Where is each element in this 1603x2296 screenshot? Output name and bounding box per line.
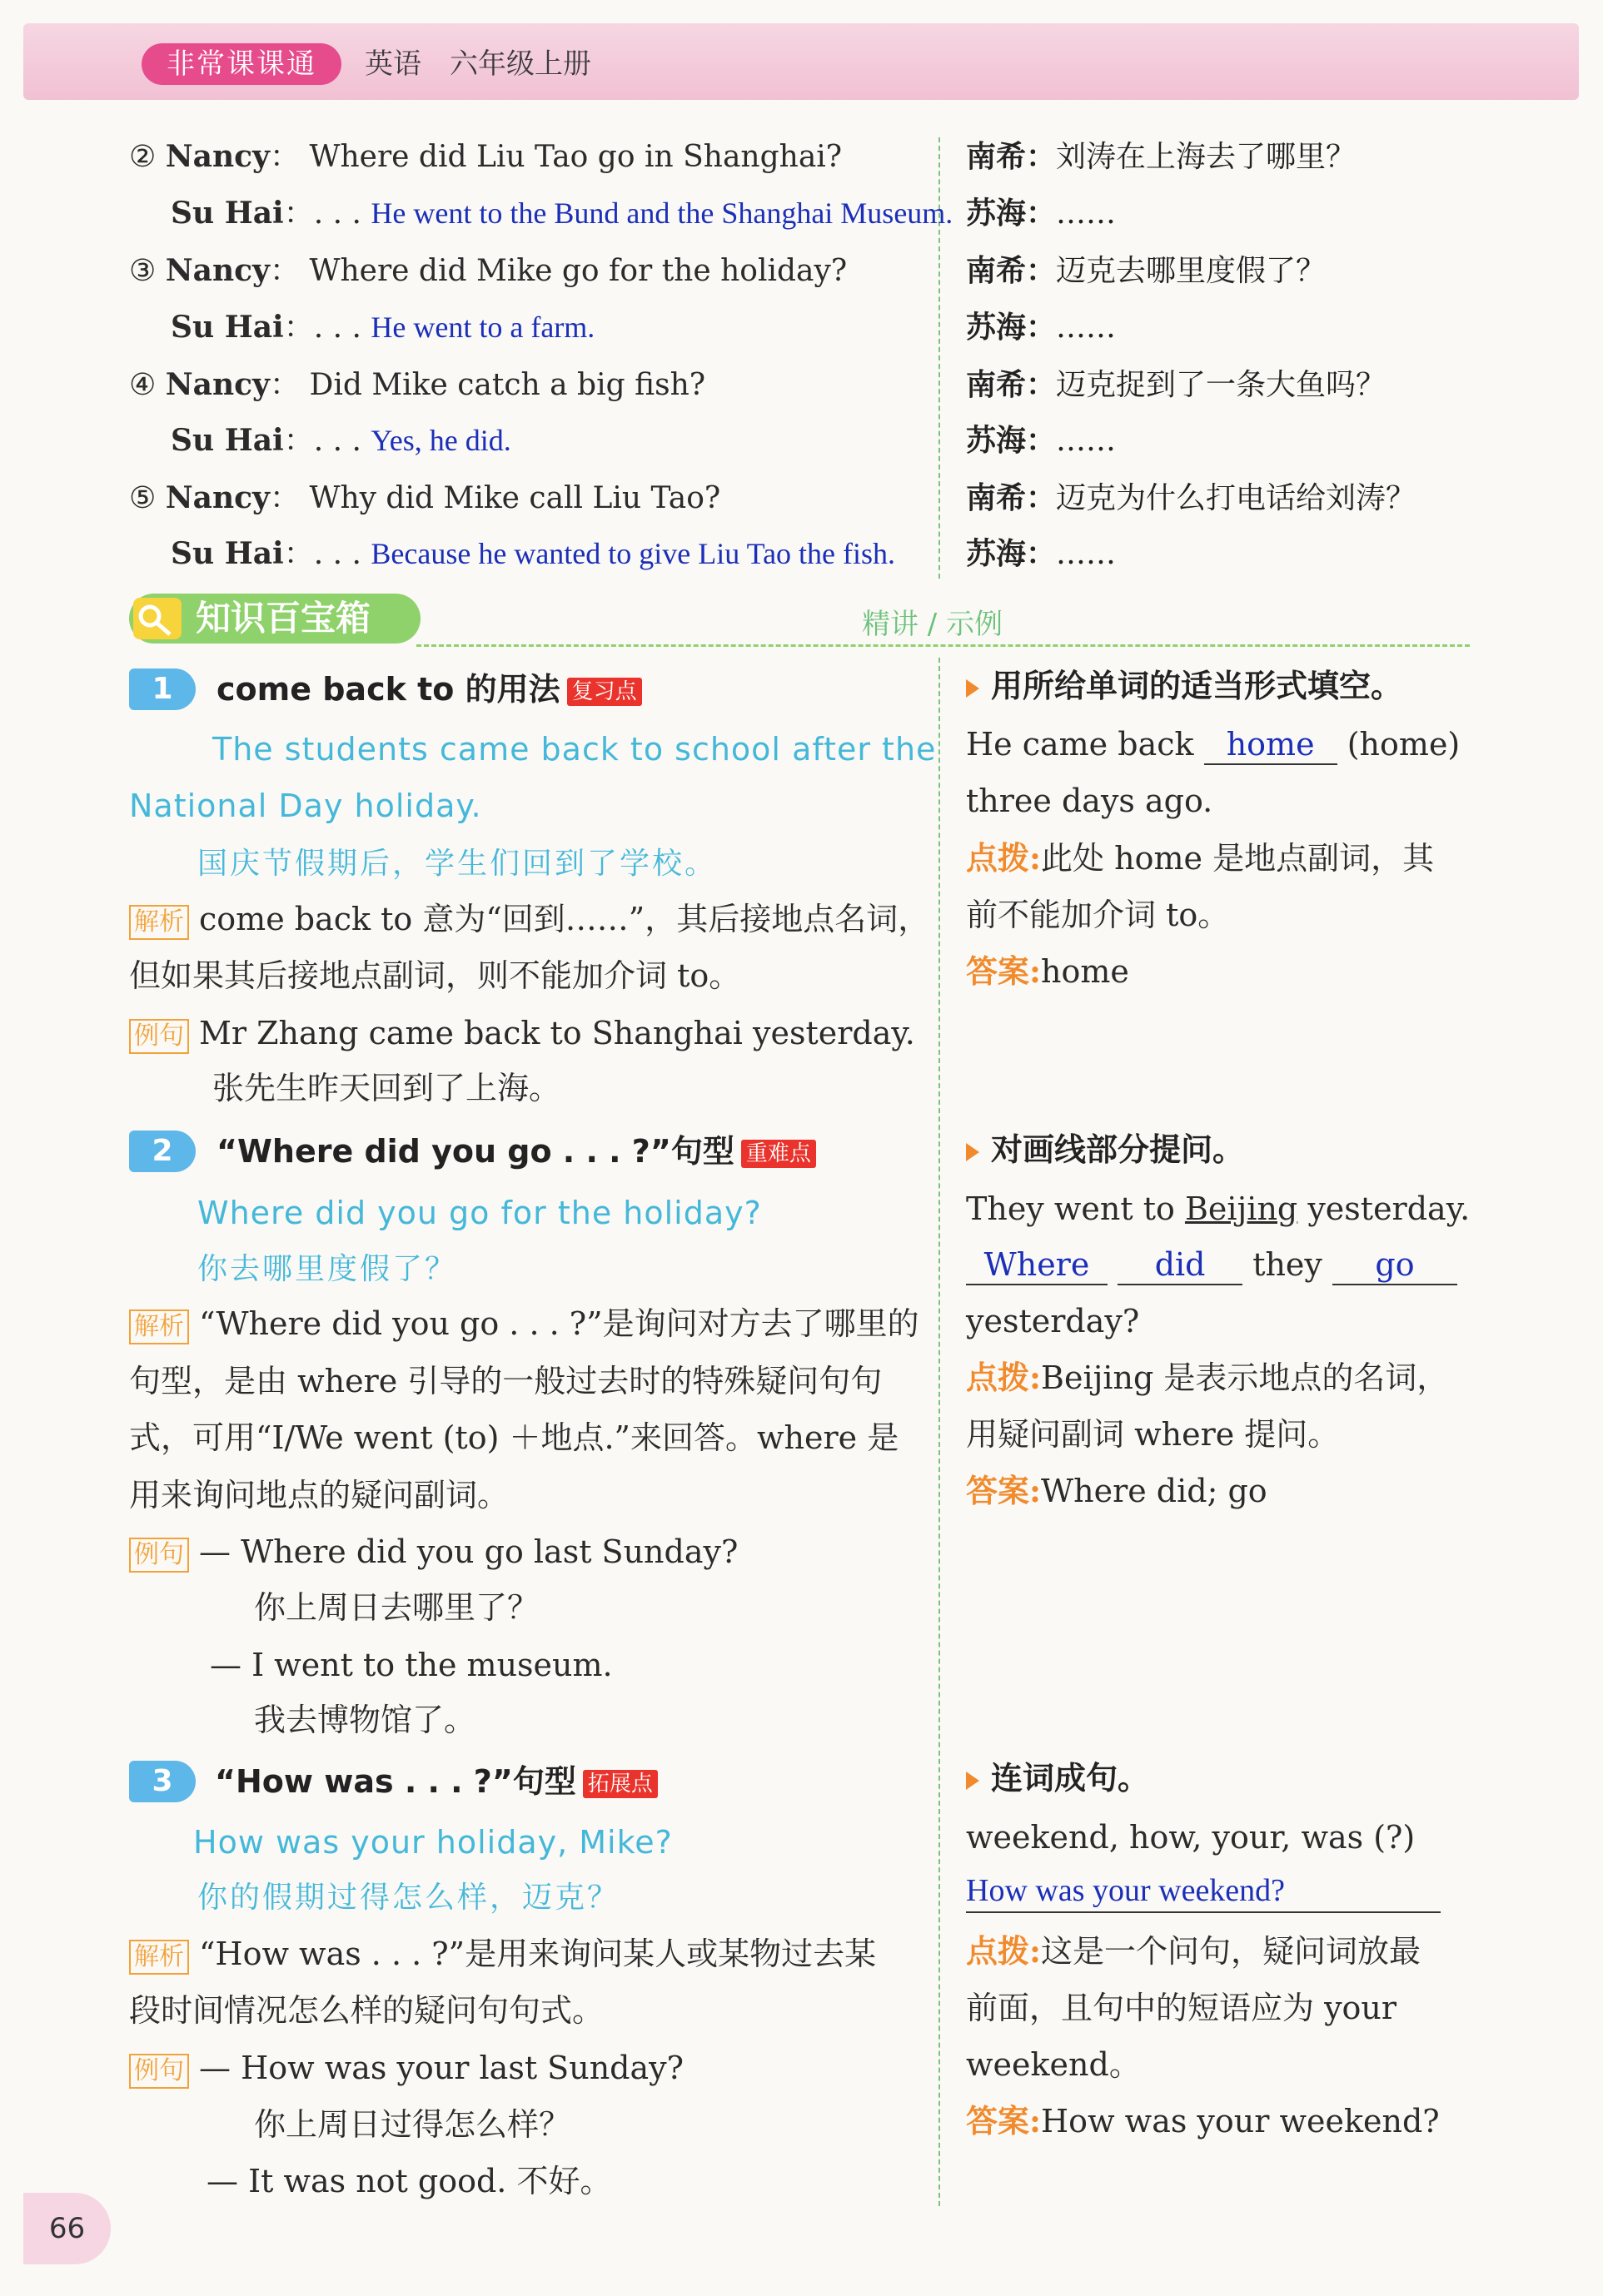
exercise-heading: 对画线部分提问。 xyxy=(966,1126,1244,1173)
key-icon xyxy=(133,598,182,639)
analysis: 解析 “How was . . . ?”是用来询问某人或某物过去某 xyxy=(129,1926,876,1982)
section-right-label: 精讲 / 示例 xyxy=(862,608,1003,641)
exercise-answer: 答案:How was your weekend? xyxy=(966,2102,1440,2139)
example-sentence: — I went to the museum. xyxy=(210,1647,613,1683)
analysis-label: 解析 xyxy=(129,1940,189,1975)
dialogue-cn-line: 苏海：…… xyxy=(966,196,1117,231)
point-title: “Where did you go . . . ?”句型 重难点 xyxy=(217,1130,816,1173)
hint-label: 点拨 xyxy=(966,839,1030,877)
exercise-question-cont: yesterday? xyxy=(966,1303,1140,1339)
example-cn: 你的假期过得怎么样，迈克？ xyxy=(197,1881,620,1915)
exercise-question: They went to Beijing yesterday. xyxy=(966,1190,1471,1227)
triangle-icon xyxy=(966,1772,979,1790)
dialogue-line: ⑤ Nancy： Why did Mike call Liu Tao? xyxy=(129,480,721,515)
answer-label: 答案 xyxy=(966,952,1030,990)
answer-blank: Where xyxy=(966,1245,1108,1285)
example-sentence-cn: 张先生昨天回到了上海。 xyxy=(212,1070,561,1106)
point-title: “How was . . . ?”句型 拓展点 xyxy=(215,1760,658,1803)
dialogue-line: ③ Nancy： Where did Mike go for the holiday? xyxy=(129,253,848,288)
section-title: 知识百宝箱 xyxy=(129,594,421,644)
exercise-answer-line: Where did they go xyxy=(966,1236,1457,1293)
dialogue-line: ② Nancy： Where did Liu Tao go in Shanghai? xyxy=(129,139,843,174)
exercise-hint-cont: 用疑问副词 where 提问。 xyxy=(966,1416,1340,1453)
example-label: 例句 xyxy=(129,1538,189,1573)
point-tag: 复习点 xyxy=(567,678,642,706)
dialogue-line: Su Hai：. . . Yes, he did. xyxy=(171,423,511,458)
exercise-answer: 答案:home xyxy=(966,952,1129,990)
answer-label: 答案 xyxy=(966,1472,1030,1509)
example-en: How was your holiday, Mike? xyxy=(193,1824,673,1861)
example-sentence-cn: 你上周日去哪里了？ xyxy=(254,1589,540,1626)
dialogue-cn-line: 苏海：…… xyxy=(966,310,1117,345)
exercise-hint: 点拨:此处 home 是地点副词，其 xyxy=(966,839,1435,877)
exercise-hint-cont: 前不能加介词 to。 xyxy=(966,897,1230,933)
page-number: 66 xyxy=(23,2193,111,2264)
exercise-question: He came back home (home) xyxy=(966,716,1460,773)
exercise-words: weekend, how, your, was (?) xyxy=(966,1819,1416,1856)
series-badge: 非常课课通 xyxy=(142,43,341,85)
example-en: National Day holiday. xyxy=(129,788,482,824)
example-label: 例句 xyxy=(129,1019,189,1054)
point-number: 2 xyxy=(129,1131,196,1172)
point-tag: 拓展点 xyxy=(583,1770,658,1798)
analysis: 解析 come back to 意为“回到……”，其后接地点名词， xyxy=(129,891,929,947)
example-en: Where did you go for the holiday? xyxy=(197,1195,762,1231)
example-sentence-cn: 你上周日过得怎么样？ xyxy=(254,2106,571,2143)
grade-label: 六年级上册 xyxy=(450,47,591,81)
analysis-cont: 式，可用“I/We went (to) ＋地点.”来回答。where 是 xyxy=(129,1419,899,1456)
example-sentence: 例句 — How was your last Sunday? xyxy=(129,2040,684,2096)
triangle-icon xyxy=(966,679,979,698)
point-title: come back to 的用法 复习点 xyxy=(217,668,642,711)
analysis: 解析 “Where did you go . . . ?”是询问对方去了哪里的 xyxy=(129,1295,919,1352)
point-number: 1 xyxy=(129,668,196,710)
exercise-question-cont: three days ago. xyxy=(966,783,1213,819)
example-en: The students came back to school after the xyxy=(212,731,937,768)
answer-blank: home xyxy=(1204,725,1337,765)
analysis-cont: 句型，是由 where 引导的一般过去时的特殊疑问句句 xyxy=(129,1363,883,1399)
example-sentence: 例句 Mr Zhang came back to Shanghai yesterday. xyxy=(129,1005,915,1061)
exercise-hint: 点拨:这是一个问句，疑问词放最 xyxy=(966,1932,1421,1970)
subject-label: 英语 xyxy=(365,47,421,81)
dialogue-cn-line: 南希：迈克去哪里度假了？ xyxy=(966,253,1327,288)
example-sentence: 例句 — Where did you go last Sunday? xyxy=(129,1523,738,1580)
dialogue-line: Su Hai：. . . He went to a farm. xyxy=(171,310,595,345)
answer-blank: did xyxy=(1118,1245,1242,1285)
answer-blank: go xyxy=(1332,1245,1457,1285)
analysis-cont: 用来询问地点的疑问副词。 xyxy=(129,1477,510,1513)
exercise-heading: 用所给单词的适当形式填空。 xyxy=(966,663,1402,709)
dialogue-line: ④ Nancy： Did Mike catch a big fish? xyxy=(129,367,706,402)
analysis-cont: 但如果其后接地点副词，则不能加介词 to。 xyxy=(129,957,741,994)
section-divider xyxy=(416,644,1470,647)
column-divider xyxy=(938,658,940,2206)
example-sentence: — It was not good. 不好。 xyxy=(207,2163,612,2199)
answer-label: 答案 xyxy=(966,2102,1030,2139)
point-number: 3 xyxy=(129,1761,196,1802)
example-sentence-cn: 我去博物馆了。 xyxy=(254,1702,476,1738)
triangle-icon xyxy=(966,1143,979,1161)
dialogue-cn-line: 南希：迈克为什么打电话给刘涛？ xyxy=(966,480,1416,515)
exercise-hint-cont: weekend。 xyxy=(966,2046,1141,2083)
dialogue-cn-line: 南希：刘涛在上海去了哪里？ xyxy=(966,139,1357,174)
dialogue-cn-line: 苏海：…… xyxy=(966,423,1117,458)
exercise-hint-cont: 前面，且句中的短语应为 your xyxy=(966,1990,1397,2026)
exercise-hint: 点拨:Beijing 是表示地点的名词， xyxy=(966,1359,1449,1396)
analysis-cont: 段时间情况怎么样的疑问句句式。 xyxy=(129,1992,605,2029)
hint-label: 点拨 xyxy=(966,1359,1030,1396)
point-tag: 重难点 xyxy=(741,1140,816,1168)
dialogue-line: Su Hai：. . . He went to the Bund and the Shanghai Museum. xyxy=(171,196,953,231)
analysis-label: 解析 xyxy=(129,905,189,940)
dialogue-cn-line: 苏海：…… xyxy=(966,536,1117,571)
example-cn: 国庆节假期后，学生们回到了学校。 xyxy=(197,847,718,881)
example-label: 例句 xyxy=(129,2054,189,2089)
exercise-heading: 连词成句。 xyxy=(966,1755,1149,1802)
dialogue-cn-line: 南希：迈克捉到了一条大鱼吗？ xyxy=(966,367,1386,402)
exercise-answer: 答案:Where did; go xyxy=(966,1472,1267,1509)
hint-label: 点拨 xyxy=(966,1932,1030,1970)
example-cn: 你去哪里度假了？ xyxy=(197,1252,458,1286)
answer-line: How was your weekend? xyxy=(966,1870,1441,1913)
analysis-label: 解析 xyxy=(129,1310,189,1344)
underlined-word: Beijing xyxy=(1184,1190,1298,1227)
dialogue-line: Su Hai：. . . Because he wanted to give Liu Tao the fish. xyxy=(171,536,896,571)
